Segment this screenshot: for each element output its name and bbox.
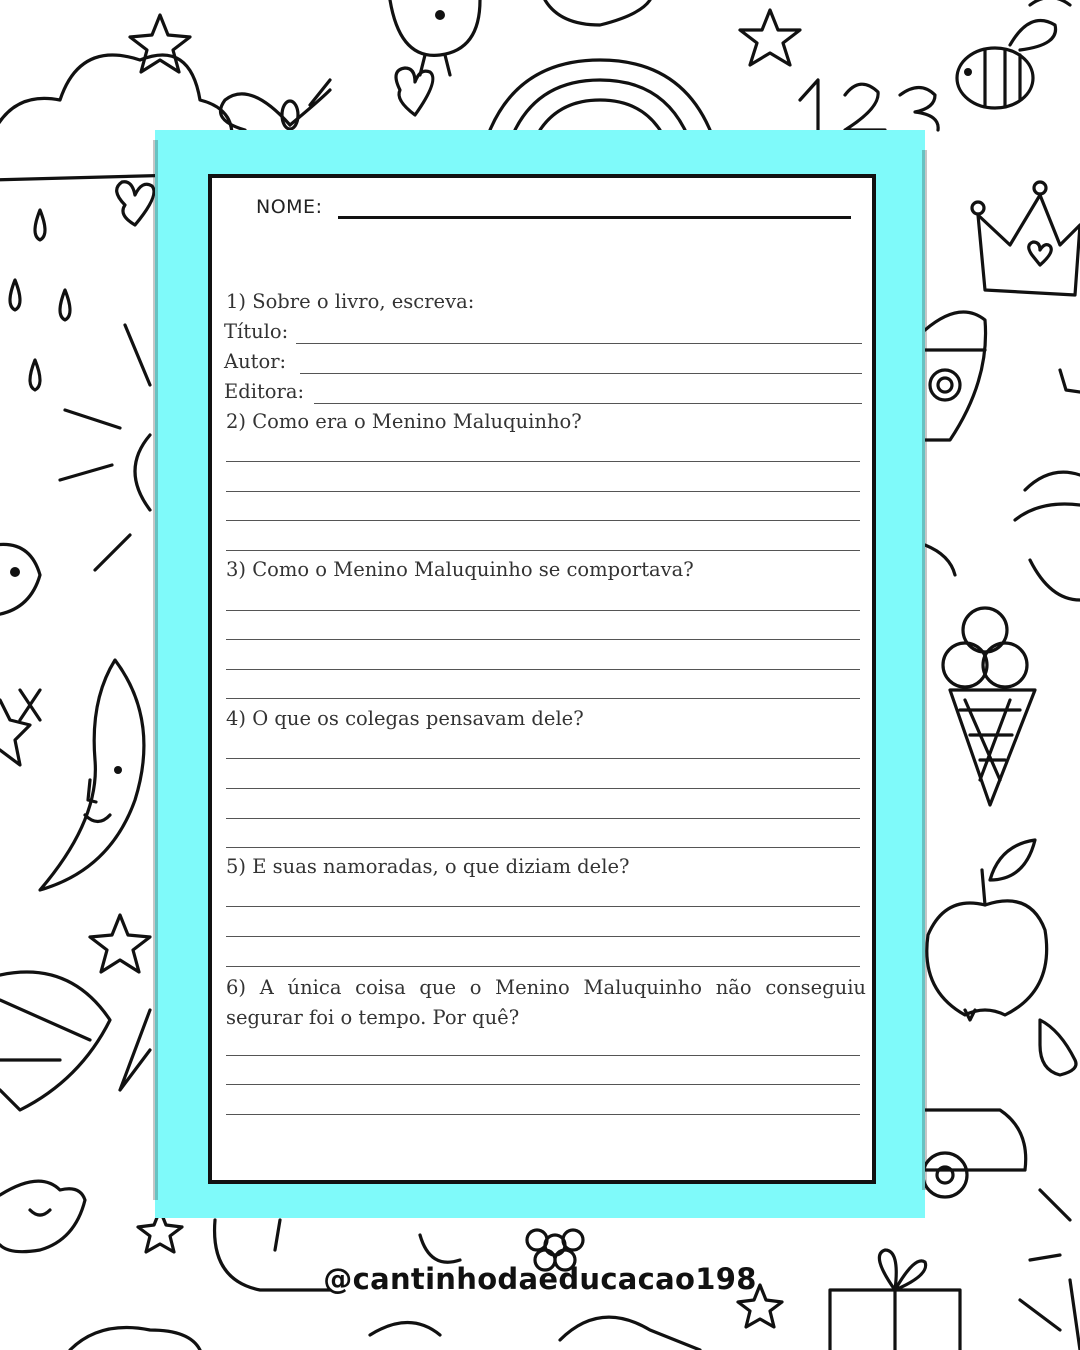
bird-icon <box>0 1181 85 1252</box>
answer-line[interactable] <box>226 1084 860 1085</box>
answer-line[interactable] <box>226 520 860 521</box>
ice-cream-icon <box>943 608 1035 805</box>
field-label-title: Título: <box>224 320 289 343</box>
answer-line[interactable] <box>226 639 860 640</box>
worksheet-sheet <box>208 174 876 1184</box>
crown-icon <box>972 182 1080 295</box>
car-icon <box>923 1110 1026 1197</box>
question-5: 5) E suas namoradas, o que diziam dele? <box>226 855 630 878</box>
answer-line[interactable] <box>226 698 860 699</box>
answer-line[interactable] <box>226 818 860 819</box>
moon-face-icon <box>20 660 144 890</box>
rainbow-icon <box>490 60 710 130</box>
answer-line[interactable] <box>226 906 860 907</box>
answer-line[interactable] <box>226 788 860 789</box>
answer-line[interactable] <box>300 373 862 374</box>
question-6: 6) A única coisa que o Menino Maluquinho não conseguiu segurar foi o tempo. Por quê? <box>226 976 866 1029</box>
question-2: 2) Como era o Menino Maluquinho? <box>226 410 582 433</box>
answer-line[interactable] <box>226 966 860 967</box>
footer-handle: @cantinhodaeducacao198 <box>323 1262 757 1296</box>
bird-icon <box>390 0 480 75</box>
name-label: NOME: <box>256 196 323 218</box>
sun-icon <box>60 325 150 570</box>
cupcake-icon <box>925 472 1080 600</box>
apple-icon <box>927 840 1047 1020</box>
rocket-icon <box>925 312 986 440</box>
field-label-publisher: Editora: <box>224 380 305 403</box>
frame-edge <box>153 140 158 1200</box>
fish-icon <box>0 544 40 615</box>
bee-icon <box>957 0 1070 108</box>
answer-line[interactable] <box>296 343 862 344</box>
kite-icon <box>0 972 150 1110</box>
answer-line[interactable] <box>226 1055 860 1056</box>
answer-line[interactable] <box>226 758 860 759</box>
raindrop-icon <box>10 210 70 390</box>
name-field-line[interactable] <box>338 216 851 219</box>
answer-line[interactable] <box>226 669 860 670</box>
frame-edge <box>922 150 927 1190</box>
question-1: 1) Sobre o livro, escreva: <box>226 290 475 313</box>
answer-line[interactable] <box>226 936 860 937</box>
answer-line[interactable] <box>226 550 860 551</box>
answer-line[interactable] <box>314 403 862 404</box>
answer-line[interactable] <box>226 491 860 492</box>
numbers-icon <box>800 80 938 130</box>
answer-line[interactable] <box>226 1114 860 1115</box>
question-3: 3) Como o Menino Maluquinho se comportava? <box>226 558 694 581</box>
answer-line[interactable] <box>226 610 860 611</box>
answer-line[interactable] <box>226 461 860 462</box>
field-label-author: Autor: <box>224 350 287 373</box>
question-4: 4) O que os colegas pensavam dele? <box>226 707 584 730</box>
answer-line[interactable] <box>226 847 860 848</box>
